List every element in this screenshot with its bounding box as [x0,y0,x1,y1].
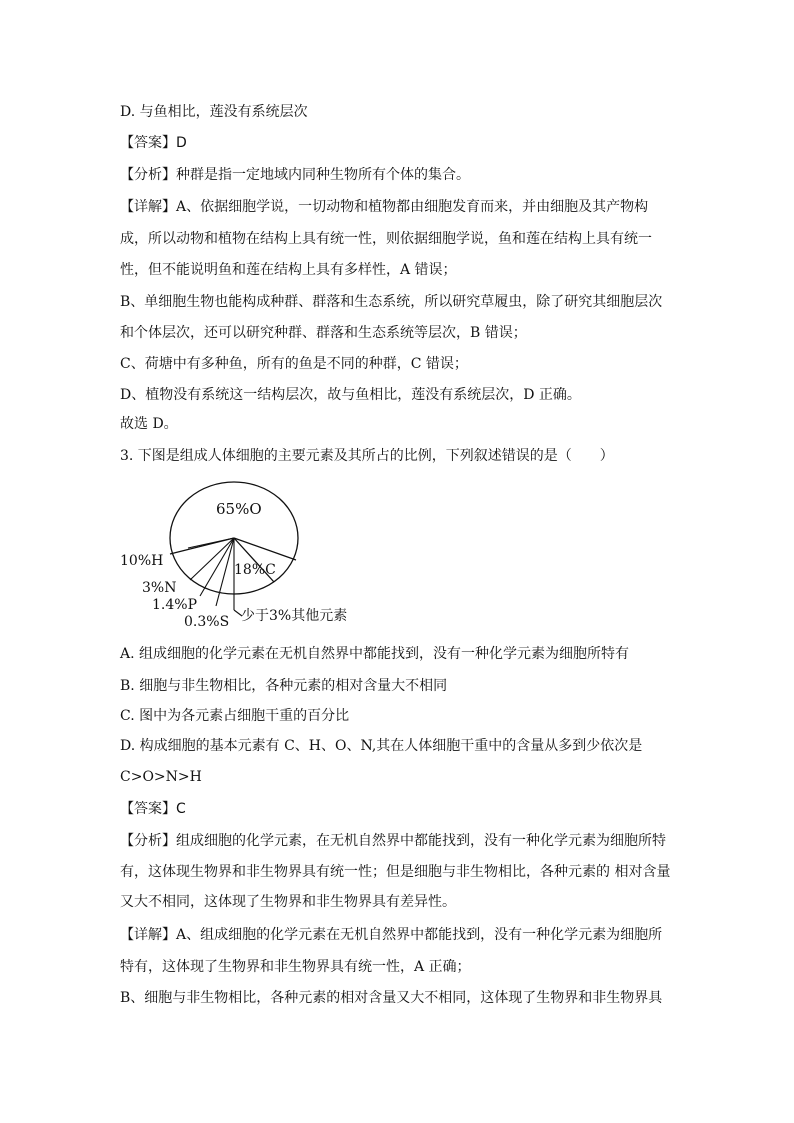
option-d-text-cont: C>O>N>H [120,769,202,785]
answer-label: 【答案】D [120,135,187,151]
explanation-line: D、植物没有系统这一结构层次，故与鱼相比，莲没有系统层次，D 正确。 [120,387,581,403]
option-b-text: B. 细胞与非生物相比，各种元素的相对含量大不相同 [120,678,448,694]
explanation-line: B、细胞与非生物相比，各种元素的相对含量又大不相同，这体现了生物界和非生物界具 [120,990,663,1006]
slice-label-c: 18%C [234,562,276,578]
element-pie-chart [110,470,370,630]
leader-h [188,538,234,548]
slice-label-h: 10%H [120,553,164,569]
explanation-line: 性，但不能说明鱼和莲在结构上具有多样性，A 错误； [120,262,457,278]
option-a-text: A. 组成细胞的化学元素在无机自然界中都能找到，没有一种化学元素为细胞所特有 [120,646,630,662]
option-c-text: C. 图中为各元素占细胞干重的百分比 [120,708,350,724]
explanation-line: 和个体层次，还可以研究种群、群落和生态系统等层次，B 错误； [120,325,527,341]
leader-n [190,538,234,580]
answer-label: 【答案】C [120,801,186,817]
analysis-line: 又大不相同，这体现了生物界和非生物界具有差异性。 [120,894,456,910]
leader-s [216,538,234,606]
explanation-line: 特有，这体现了生物界和非生物界具有统一性，A 正确； [120,959,471,975]
analysis-line: 有，这体现生物界和非生物界具有统一性；但是细胞与非生物相比，各种元素的 相对含量 [120,864,671,880]
slice-label-n: 3%N [142,580,177,596]
analysis-line: 【分析】组成细胞的化学元素，在无机自然界中都能找到，没有一种化学元素为细胞所特 [120,833,666,849]
explanation-line: 【详解】A、依据细胞学说，一切动物和植物都由细胞发育而来，并由细胞及其产物构 [120,199,649,215]
slice-label-other: 少于3%其他元素 [241,608,348,624]
leader-p [200,538,234,596]
explanation-line: C、荷塘中有多种鱼，所有的鱼是不同的种群，C 错误； [120,356,468,372]
slice-label-p: 1.4%P [152,597,197,613]
conclusion-text: 故选 D。 [120,416,178,432]
analysis-text: 【分析】种群是指一定地域内同种生物所有个体的集合。 [120,167,470,183]
option-d-text: D. 与鱼相比，莲没有系统层次 [120,104,308,120]
slice-label-o: 65%O [216,500,262,518]
slice-label-s: 0.3%S [184,614,230,630]
option-d-text: D. 构成细胞的基本元素有 C、H、O、N,其在人体细胞干重中的含量从多到少依次是 [120,738,643,754]
question-3-stem: 3. 下图是组成人体细胞的主要元素及其所占的比例，下列叙述错误的是（ ） [120,448,614,464]
explanation-line: B、单细胞生物也能构成种群、群落和生态系统，所以研究草履虫，除了研究其细胞层次 [120,294,663,310]
explanation-line: 成，所以动物和植物在结构上具有统一性，则依据细胞学说，鱼和莲在结构上具有统一 [120,231,652,247]
explanation-line: 【详解】A、组成细胞的化学元素在无机自然界中都能找到，没有一种化学元素为细胞所 [120,927,663,943]
